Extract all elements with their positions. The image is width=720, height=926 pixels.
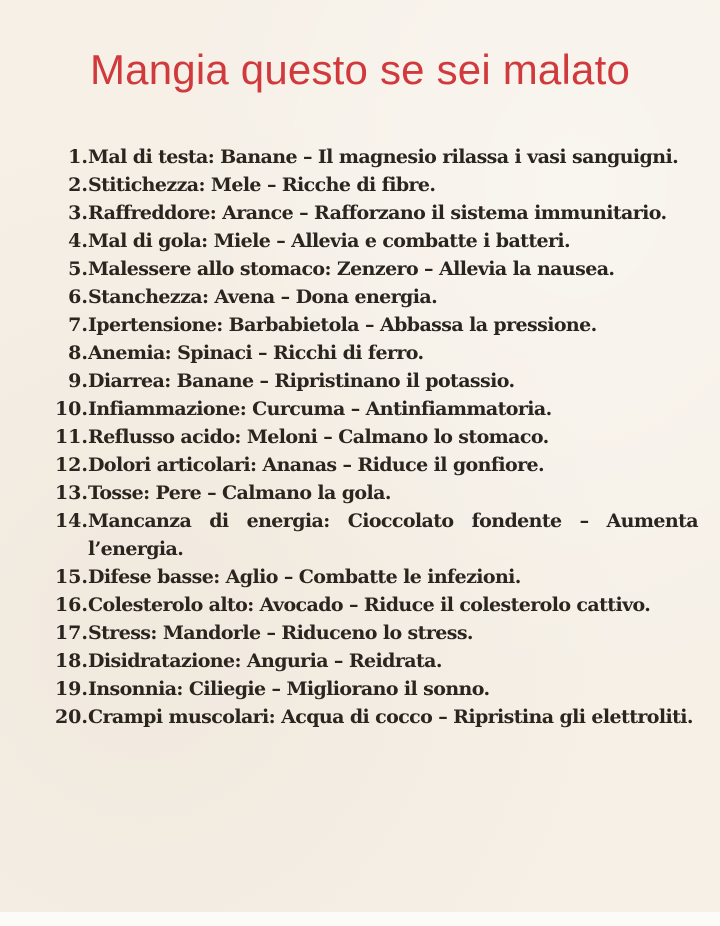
item-number: 9. [68, 370, 88, 392]
item-number: 4. [68, 230, 88, 252]
item-number: 19. [54, 678, 88, 700]
item-number: 2. [68, 174, 88, 196]
list-item [52, 479, 698, 507]
list-item [52, 619, 698, 647]
footer-strip [0, 912, 720, 926]
item-text: Mal di testa: Banane – Il magnesio rilassa i vasi sanguigni. [88, 146, 679, 168]
item-number: 3. [68, 202, 88, 224]
item-text: Raffreddore: Arance – Rafforzano il sistema immunitario. [88, 202, 667, 224]
item-number: 18. [54, 650, 88, 672]
item-text: Infiammazione: Curcuma – Antinfiammatoria. [88, 398, 552, 420]
item-number: 20. [54, 706, 88, 728]
page-title: Mangia questo se sei malato [89, 46, 631, 93]
list-item [52, 199, 698, 227]
list-item [52, 591, 698, 619]
item-number: 1. [68, 146, 88, 168]
item-text: Stress: Mandorle – Riduceno lo stress. [88, 622, 473, 644]
item-text: Difese basse: Aglio – Combatte le infezioni. [88, 566, 521, 588]
item-number: 11. [54, 426, 88, 448]
item-text: Insonnia: Ciliegie – Migliorano il sonno. [88, 678, 490, 700]
list-item [52, 171, 698, 199]
item-number: 6. [68, 286, 88, 308]
item-text: Stitichezza: Mele – Ricche di fibre. [88, 174, 436, 196]
list-item [52, 339, 698, 367]
item-text: Reflusso acido: Meloni – Calmano lo stomaco. [88, 426, 549, 448]
item-number: 16. [54, 594, 88, 616]
list-item [52, 283, 698, 311]
list-item [52, 703, 698, 731]
item-text: Mancanza di energia: Cioccolato fondente – Aumenta l’energia. [88, 510, 698, 560]
list-item [52, 395, 698, 423]
list-item [52, 367, 698, 395]
item-number: 5. [68, 258, 88, 280]
item-text: Disidratazione: Anguria – Reidrata. [88, 650, 442, 672]
item-text: Dolori articolari: Ananas – Riduce il gonfiore. [88, 454, 545, 476]
list-item [52, 255, 698, 283]
item-text: Malessere allo stomaco: Zenzero – Allevia la nausea. [88, 258, 615, 280]
item-number: 10. [54, 398, 88, 420]
list-item [52, 451, 698, 479]
list-item [52, 507, 698, 563]
remedies-list [52, 143, 698, 731]
list-item [52, 563, 698, 591]
item-number: 15. [54, 566, 88, 588]
item-number: 7. [68, 314, 88, 336]
list-item [52, 311, 698, 339]
list-item [52, 675, 698, 703]
item-number: 13. [54, 482, 88, 504]
item-text: Colesterolo alto: Avocado – Riduce il colesterolo cattivo. [88, 594, 651, 616]
list-item [52, 143, 698, 171]
item-number: 17. [54, 622, 88, 644]
item-number: 8. [68, 342, 88, 364]
item-text: Crampi muscolari: Acqua di cocco – Ripristina gli elettroliti. [88, 706, 693, 728]
item-text: Anemia: Spinaci – Ricchi di ferro. [88, 342, 424, 364]
list-item [52, 647, 698, 675]
item-text: Stanchezza: Avena – Dona energia. [88, 286, 438, 308]
list-item [52, 423, 698, 451]
item-text: Tosse: Pere – Calmano la gola. [88, 482, 391, 504]
item-text: Mal di gola: Miele – Allevia e combatte i batteri. [88, 230, 571, 252]
item-number: 14. [54, 510, 88, 532]
item-number: 12. [54, 454, 88, 476]
item-text: Diarrea: Banane – Ripristinano il potassio. [88, 370, 515, 392]
list-item [52, 227, 698, 255]
item-text: Ipertensione: Barbabietola – Abbassa la pressione. [88, 314, 597, 336]
